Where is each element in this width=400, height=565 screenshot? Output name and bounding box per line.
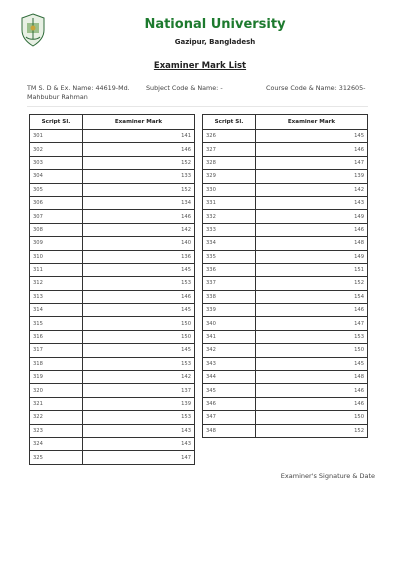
script-number: 311 xyxy=(30,263,83,276)
script-number: 324 xyxy=(30,437,83,450)
mark-table-left-body xyxy=(30,130,195,465)
table-row xyxy=(203,250,368,263)
script-number: 309 xyxy=(30,237,83,250)
table-row xyxy=(203,397,368,410)
university-name: National University xyxy=(144,17,286,32)
table-row xyxy=(30,263,195,276)
table-row xyxy=(203,424,368,437)
mark-table-right-body xyxy=(203,130,368,438)
mark-table-right xyxy=(202,114,368,438)
table-row xyxy=(30,317,195,330)
examiner-mark: 145 xyxy=(83,344,195,357)
examiner-mark: 145 xyxy=(256,130,368,143)
table-row xyxy=(203,183,368,196)
script-number: 341 xyxy=(203,330,256,343)
script-sl-header: Script Sl. xyxy=(203,115,256,130)
script-number: 316 xyxy=(30,330,83,343)
examiner-mark: 150 xyxy=(83,317,195,330)
examiner-mark: 145 xyxy=(83,304,195,317)
table-row xyxy=(30,424,195,437)
examiner-mark: 142 xyxy=(83,223,195,236)
examiner-mark: 152 xyxy=(83,183,195,196)
table-row xyxy=(203,143,368,156)
table-row xyxy=(30,277,195,290)
examiner-mark: 152 xyxy=(256,424,368,437)
examiner-mark: 153 xyxy=(83,357,195,370)
script-number: 338 xyxy=(203,290,256,303)
table-row xyxy=(203,156,368,169)
script-number: 310 xyxy=(30,250,83,263)
script-number: 317 xyxy=(30,344,83,357)
script-number: 315 xyxy=(30,317,83,330)
examiner-mark: 137 xyxy=(83,384,195,397)
table-row xyxy=(30,170,195,183)
examiner-mark: 152 xyxy=(256,277,368,290)
table-row xyxy=(203,371,368,384)
examiner-mark: 143 xyxy=(256,196,368,209)
table-row xyxy=(30,344,195,357)
examiner-mark: 148 xyxy=(256,237,368,250)
script-number: 342 xyxy=(203,344,256,357)
document-title: Examiner Mark List xyxy=(153,61,247,71)
examiner-mark: 142 xyxy=(83,371,195,384)
examiner-signature-label: Examiner's Signature & Date xyxy=(280,472,375,480)
examiner-mark: 147 xyxy=(83,451,195,464)
table-row xyxy=(30,397,195,410)
script-number: 308 xyxy=(30,223,83,236)
script-number: 325 xyxy=(30,451,83,464)
table-row xyxy=(30,357,195,370)
script-number: 327 xyxy=(203,143,256,156)
script-number: 347 xyxy=(203,411,256,424)
script-number: 320 xyxy=(30,384,83,397)
script-number: 318 xyxy=(30,357,83,370)
script-number: 332 xyxy=(203,210,256,223)
table-row xyxy=(203,263,368,276)
table-row xyxy=(30,304,195,317)
script-number: 312 xyxy=(30,277,83,290)
examiner-mark: 146 xyxy=(256,397,368,410)
examiner-mark: 139 xyxy=(256,170,368,183)
examiner-mark: 154 xyxy=(256,290,368,303)
script-sl-header: Script Sl. xyxy=(30,115,83,130)
table-row xyxy=(203,357,368,370)
table-row xyxy=(203,290,368,303)
table-row xyxy=(203,223,368,236)
script-number: 313 xyxy=(30,290,83,303)
script-number: 333 xyxy=(203,223,256,236)
course-info: Course Code & Name: 312605- xyxy=(266,84,366,92)
script-number: 339 xyxy=(203,304,256,317)
script-number: 301 xyxy=(30,130,83,143)
script-number: 319 xyxy=(30,371,83,384)
examiner-mark: 152 xyxy=(83,156,195,169)
examiner-mark: 150 xyxy=(256,411,368,424)
script-number: 337 xyxy=(203,277,256,290)
examiner-mark: 153 xyxy=(256,330,368,343)
examiner-mark: 140 xyxy=(83,237,195,250)
table-row xyxy=(30,250,195,263)
table-row xyxy=(203,317,368,330)
table-row xyxy=(30,384,195,397)
examiner-mark: 146 xyxy=(83,143,195,156)
examiner-mark-header: Examiner Mark xyxy=(83,115,195,130)
examiner-mark: 153 xyxy=(83,411,195,424)
script-number: 331 xyxy=(203,196,256,209)
examiner-mark: 153 xyxy=(83,277,195,290)
examiner-mark: 143 xyxy=(83,424,195,437)
table-row xyxy=(203,196,368,209)
table-header-row xyxy=(203,115,368,130)
script-number: 343 xyxy=(203,357,256,370)
table-row xyxy=(30,183,195,196)
table-row xyxy=(30,437,195,450)
divider xyxy=(27,106,368,107)
script-number: 329 xyxy=(203,170,256,183)
table-row xyxy=(203,237,368,250)
examiner-mark: 147 xyxy=(256,156,368,169)
mark-table-left xyxy=(29,114,195,465)
script-number: 323 xyxy=(30,424,83,437)
table-row xyxy=(203,304,368,317)
script-number: 306 xyxy=(30,196,83,209)
table-row xyxy=(30,143,195,156)
table-header-row xyxy=(30,115,195,130)
examiner-mark: 150 xyxy=(256,344,368,357)
script-number: 334 xyxy=(203,237,256,250)
table-row xyxy=(203,210,368,223)
script-number: 304 xyxy=(30,170,83,183)
script-number: 302 xyxy=(30,143,83,156)
examiner-mark: 145 xyxy=(83,263,195,276)
script-number: 348 xyxy=(203,424,256,437)
script-number: 305 xyxy=(30,183,83,196)
table-row xyxy=(30,330,195,343)
examiner-mark: 149 xyxy=(256,250,368,263)
table-row xyxy=(203,130,368,143)
table-row xyxy=(203,277,368,290)
script-number: 344 xyxy=(203,371,256,384)
script-number: 322 xyxy=(30,411,83,424)
examiner-mark: 150 xyxy=(83,330,195,343)
script-number: 326 xyxy=(203,130,256,143)
examiner-mark: 146 xyxy=(256,223,368,236)
script-number: 314 xyxy=(30,304,83,317)
examiner-mark: 141 xyxy=(83,130,195,143)
examiner-mark: 146 xyxy=(256,304,368,317)
examiner-mark: 146 xyxy=(83,290,195,303)
table-row xyxy=(203,384,368,397)
examiner-mark: 142 xyxy=(256,183,368,196)
table-row xyxy=(30,130,195,143)
script-number: 335 xyxy=(203,250,256,263)
table-row xyxy=(30,210,195,223)
subject-info: Subject Code & Name: - xyxy=(146,84,223,92)
table-row xyxy=(203,170,368,183)
script-number: 340 xyxy=(203,317,256,330)
examiner-mark: 146 xyxy=(83,210,195,223)
table-row xyxy=(30,371,195,384)
script-number: 303 xyxy=(30,156,83,169)
table-row xyxy=(30,237,195,250)
examiner-mark: 148 xyxy=(256,371,368,384)
examiner-mark: 147 xyxy=(256,317,368,330)
script-number: 330 xyxy=(203,183,256,196)
table-row xyxy=(30,411,195,424)
table-row xyxy=(30,156,195,169)
table-row xyxy=(30,290,195,303)
examiner-mark: 139 xyxy=(83,397,195,410)
examiner-mark: 133 xyxy=(83,170,195,183)
examiner-mark: 143 xyxy=(83,437,195,450)
examiner-mark: 136 xyxy=(83,250,195,263)
examiner-mark: 134 xyxy=(83,196,195,209)
table-row xyxy=(30,451,195,464)
examiner-mark: 145 xyxy=(256,357,368,370)
script-number: 307 xyxy=(30,210,83,223)
table-row xyxy=(203,330,368,343)
table-row xyxy=(30,223,195,236)
script-number: 328 xyxy=(203,156,256,169)
table-row xyxy=(30,196,195,209)
examiner-mark: 149 xyxy=(256,210,368,223)
table-row xyxy=(203,344,368,357)
examiner-mark: 146 xyxy=(256,143,368,156)
examiner-mark-header: Examiner Mark xyxy=(256,115,368,130)
script-number: 346 xyxy=(203,397,256,410)
examiner-mark: 146 xyxy=(256,384,368,397)
table-row xyxy=(203,411,368,424)
script-number: 321 xyxy=(30,397,83,410)
script-number: 345 xyxy=(203,384,256,397)
script-number: 336 xyxy=(203,263,256,276)
examiner-mark: 151 xyxy=(256,263,368,276)
examiner-info: TM S. D & Ex. Name: 44619-Md. Mahbubur Rahman xyxy=(27,84,130,101)
university-location: Gazipur, Bangladesh xyxy=(174,38,256,46)
